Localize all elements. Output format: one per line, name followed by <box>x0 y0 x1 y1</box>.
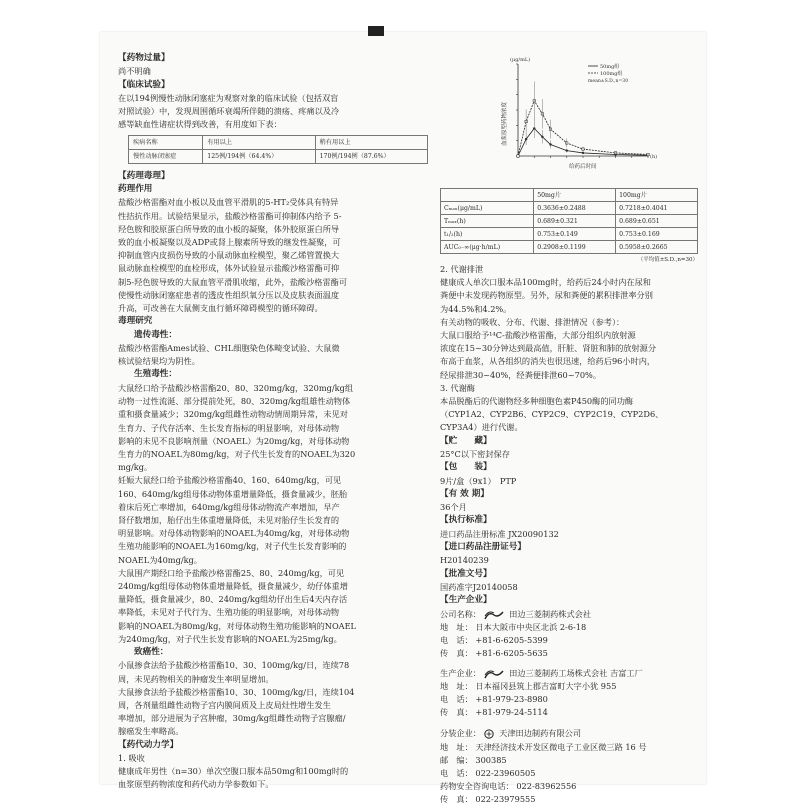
text-line: 致的血小板凝聚以及ADP或肾上腺素所导致的继发性凝聚，可 <box>118 237 341 248</box>
y-axis-label: 血浆原型药物浓度 <box>502 101 508 146</box>
text-line: 抑制血管内皮损伤导致的小鼠动脉血栓模型，聚乙烯管置换大 <box>118 250 340 261</box>
perinatal-tox-text <box>118 567 436 646</box>
genotox-heading: 遗传毒性： <box>134 329 177 340</box>
company-label: 公司名称： <box>440 608 481 619</box>
storage-heading: 【贮 藏】 <box>440 435 492 446</box>
text-line: 鼠动脉血栓模型的血栓形成，体外试验显示盐酸沙格雷酯可抑 <box>118 263 340 274</box>
phone-label: 电 话： <box>440 767 473 778</box>
zip-label: 邮 编： <box>440 754 473 765</box>
carcinogenicity-heading: 致癌性： <box>134 646 169 657</box>
text-line: 妊娠大鼠经口给予盐酸沙格雷酯40、160、640mg/kg，可见 <box>118 475 342 486</box>
fax-value: +81-979-24-5114 <box>475 707 548 718</box>
text-line: 周，各剂量组雌性动物子宫内膜间质及上皮局灶性增生发生 <box>118 699 331 710</box>
table-cell: 0.753±0.169 <box>616 228 698 241</box>
text-line: 为240mg/kg，对子代生长发育影响的NOAEL为25mg/kg。 <box>118 633 342 644</box>
company-row <box>440 608 702 621</box>
table-cell: Tₘₐₓ(h) <box>441 215 534 228</box>
efficacy-table <box>128 135 428 164</box>
text-line: 羟色胺和胶原蛋白所导致的血小板的凝聚，体外胶原蛋白所导 <box>118 223 340 234</box>
address-value: 日本福冈县筑上郡吉富町大字小犹 955 <box>475 680 617 691</box>
table-cell: AUC₀₋∞(μg·h/mL) <box>441 241 534 254</box>
clinical-trial-text <box>118 92 436 132</box>
efficacy-table-row <box>129 149 428 163</box>
text-line: 动物一过性流涎、部分提前处死，80、320mg/kg组雄性动物体 <box>118 396 351 407</box>
fax-value: 022-23979555 <box>475 794 536 805</box>
pk-table-row <box>441 215 698 228</box>
fax-value: +81-6-6205-5635 <box>475 648 548 659</box>
right-column <box>440 52 702 807</box>
table-cell: 有用以上 <box>203 135 315 149</box>
carcinogenicity-text <box>118 659 436 738</box>
manufacturer-heading: 【生产企业】 <box>440 595 492 606</box>
pregnancy-tox-text <box>118 474 436 566</box>
text-line: 盐酸沙格雷酯Ames试验、CHL细胞染色体畸变试验、大鼠微 <box>118 343 340 354</box>
table-cell <box>441 189 534 202</box>
text-line: 大鼠经口给予盐酸沙格雷酯20、80、320mg/kg，320mg/kg组 <box>118 382 354 393</box>
text-line: 量降低，摄食量减少，80、240mg/kg组幼仔出生后4天内存活 <box>118 594 348 605</box>
text-line: 对照试验）中，发现周围循环衰竭所伴随的溃疡、疼痛以及冷 <box>118 106 340 117</box>
import-license-heading: 【进口药品注册证号】 <box>440 542 526 553</box>
fax-label: 传 真： <box>440 707 473 718</box>
repro-tox-heading: 生殖毒性： <box>134 369 177 380</box>
address-row <box>440 741 702 754</box>
genotox-text <box>118 342 436 368</box>
table-cell: 0.2908±0.1199 <box>534 241 616 254</box>
text-line: 核试验结果均为阴性。 <box>118 356 200 367</box>
text-line: （CYP1A2、CYP2B6、CYP2C9、CYP2C19、CYP2D6、 <box>440 409 664 420</box>
x-axis-label: 给药后时间 <box>569 164 597 170</box>
text-line: 率降低，未见对子代行为、生殖功能的明显影响，对母体动物 <box>118 607 340 618</box>
storage-text: 25°C以下密封保存 <box>440 449 510 460</box>
text-line: 影响的未见不良影响剂量（NOAEL）为20mg/kg，对母体动物 <box>118 435 350 446</box>
repro-tox-text <box>118 382 436 474</box>
hotline-row <box>440 780 702 793</box>
table-cell: 0.753±0.149 <box>534 228 616 241</box>
text-line: 生殖功能影响的NOAEL为160mg/kg，对子代生长发育影响的 <box>118 541 347 552</box>
packager-name: 天津田边制药有限公司 <box>499 728 582 739</box>
fax-label: 传 真： <box>440 648 473 659</box>
mitsubishi-tanabe-logo <box>484 610 504 620</box>
import-license-text: H20140239 <box>440 555 489 566</box>
metabolism-excretion-text <box>440 263 702 435</box>
hotline-value: 022-83962556 <box>516 781 577 792</box>
overdose-heading: 【药物过量】 <box>118 53 170 63</box>
table-cell: 0.5958±0.2665 <box>616 241 698 254</box>
text-line: 性拮抗作用。试验结果显示，盐酸沙格雷酯可抑制体内给予 5- <box>118 210 342 221</box>
legend-note: mean±S.D.,n=30 <box>588 79 629 84</box>
text-line: mg/kg。 <box>118 462 153 473</box>
text-line: 着床后死亡率增加，640mg/kg组母体动物流产率增加，早产 <box>118 501 340 512</box>
text-line: 率增加，部分进展为子宫肿瘤，30mg/kg组雌性动物子宫腺瘤/ <box>118 713 346 724</box>
legend-label: 50mg组 <box>600 64 620 70</box>
pk-table-row <box>441 241 698 254</box>
text-line: 腺癌发生率略高。 <box>118 726 184 737</box>
fax-row <box>440 706 702 719</box>
table-cell: 50mg片 <box>534 189 616 202</box>
pk-chart-svg <box>440 52 698 184</box>
toxicology-heading: 毒理研究 <box>118 316 153 327</box>
plant-row <box>440 667 702 680</box>
mitsubishi-tanabe-logo <box>484 669 504 679</box>
text-line: 使慢性动脉闭塞症患者的透皮性组织氧分压以及皮肤表面温度 <box>118 289 340 300</box>
x-unit: (h) <box>650 154 658 160</box>
pk-table-row <box>441 228 698 241</box>
text-line: NOAEL为40mg/kg。 <box>118 554 202 565</box>
table-cell: 稍有用以上 <box>315 135 427 149</box>
text-line: 血浆原型药物浓度和药代动力学参数如下。 <box>118 779 274 790</box>
table-cell: 100mg片 <box>616 189 698 202</box>
packager-row <box>440 727 702 740</box>
text-line: 健康成人单次口服本品100mg时，给药后24小时内在尿和 <box>440 277 651 288</box>
address-value: 天津经济技术开发区微电子工业区微三路 16 号 <box>475 741 647 752</box>
table-cell: t₁/₂(h) <box>441 228 534 241</box>
address-row <box>440 680 702 693</box>
table-cell: 0.7218±0.4041 <box>616 202 698 215</box>
table-cell: 125例/194例（64.4%） <box>203 149 315 163</box>
table-cell: 0.689±0.321 <box>534 215 616 228</box>
text-line: 浓度在15~30分钟达到最高值，肝脏、肾脏和肺的放射源分 <box>440 343 657 354</box>
phone-row <box>440 693 702 706</box>
address-label: 地 址： <box>440 741 473 752</box>
plant-label: 生产企业： <box>440 667 481 678</box>
text-line: 3. 代谢酶 <box>440 382 475 393</box>
phone-label: 电 话： <box>440 635 473 646</box>
text-line: 感等缺血性诸症状得到改善，有用度如下表： <box>118 119 282 130</box>
text-line: 重和摄食量减少；320mg/kg组雌性动物动情周期异常，未见对 <box>118 409 348 420</box>
pk-table-row <box>441 202 698 215</box>
standard-heading: 【执行标准】 <box>440 515 492 526</box>
text-line: 为44.5%和4.2%。 <box>440 303 512 314</box>
table-cell: 0.3636±0.2488 <box>534 202 616 215</box>
binding-mark <box>368 26 384 36</box>
text-line: 生育力、子代存活率、生长发育指标的明显影响，对母体动物 <box>118 422 340 433</box>
text-line: 影响的NOAEL为80mg/kg，对母体动物生殖功能影响的NOAEL <box>118 620 356 631</box>
hotline-label: 药物安全咨询电话： <box>440 781 514 792</box>
efficacy-table-header <box>129 135 428 149</box>
fax-row <box>440 647 702 660</box>
phone-value: 022-23960505 <box>475 767 536 778</box>
text-line: 240mg/kg组母体动物体重增量降低，摄食量减少，幼仔体重增 <box>118 580 348 591</box>
expiry-text: 36个月 <box>440 502 467 513</box>
packager-label: 分装企业： <box>440 728 481 739</box>
package-text: 9片/盒（9x1） PTP <box>440 475 517 486</box>
tanabe-tianjin-logo <box>484 729 494 739</box>
absorption-text <box>118 765 436 791</box>
text-line: CYP3A4）进行代谢。 <box>440 422 523 433</box>
approval-text: 国药准字J20140058 <box>440 582 518 593</box>
text-line: 经尿排泄30~40%，经粪便排泄60~70%。 <box>440 369 602 380</box>
left-column <box>118 52 436 792</box>
pk-table <box>440 188 698 254</box>
phone-value: +81-979-23-8980 <box>475 693 548 704</box>
text-line: 明显影响。对母体动物影响的NOAEL为40mg/kg，对母体动物 <box>118 528 350 539</box>
data-point <box>517 155 519 157</box>
text-line: 有关动物的吸收、分布、代谢、排泄情况（参考）： <box>440 316 625 327</box>
text-line: 在以194例慢性动脉闭塞症为观察对象的临床试验（包括双盲 <box>118 93 339 104</box>
table-cell: 疾病名称 <box>129 135 203 149</box>
text-line: 制5-羟色胺导致的大鼠血管平滑肌收缩，此外，盐酸沙格雷酯可 <box>118 276 348 287</box>
overdose-text: 尚不明确 <box>118 66 151 77</box>
pk-table-header <box>441 189 698 202</box>
zip-row <box>440 754 702 767</box>
plant-name: 田边三菱制药工场株式会社 吉富工厂 <box>509 667 643 678</box>
expiry-heading: 【有 效 期】 <box>440 488 489 499</box>
text-line: 本品脱酯后的代谢物经多种细胞色素P450酶的同功酶 <box>440 396 634 407</box>
text-line: 健康成年男性（n=30）单次空腹口服本品50mg和100mg时的 <box>118 766 349 777</box>
table-cell: 170例/194例（87.6%） <box>315 149 427 163</box>
text-line: 小鼠掺食法给予盐酸沙格雷酯10、30、100mg/kg/日，连续78 <box>118 660 350 671</box>
table-cell: Cₘₐₓ(μg/mL) <box>441 202 534 215</box>
legend-label: 100mg组 <box>600 71 623 77</box>
text-line: 大鼠口服给予¹⁴C-盐酸沙格雷酯，大部分组织内放射源 <box>440 330 636 341</box>
pharmacology-heading: 药理作用 <box>118 184 153 195</box>
y-unit: (μg/mL) <box>510 57 531 63</box>
pk-chart <box>440 52 698 184</box>
text-line: 2. 代谢排泄 <box>440 264 484 274</box>
package-heading: 【包 装】 <box>440 462 492 473</box>
phone-row <box>440 634 702 647</box>
table-cell: 0.689±0.651 <box>616 215 698 228</box>
pharmacology-text <box>118 196 436 315</box>
phone-label: 电 话： <box>440 693 473 704</box>
table-cell: 慢性动脉闭塞症 <box>129 149 203 163</box>
phone-value: +81-6-6205-5399 <box>475 635 548 646</box>
absorption-heading: 1. 吸收 <box>118 752 145 763</box>
text-line: 大鼠围产期经口给予盐酸沙格雷酯25、80、240mg/kg，可见 <box>118 567 345 578</box>
address-row <box>440 621 702 634</box>
phone-row <box>440 767 702 780</box>
pk-table-note: （平均值±S.D.,n=30） <box>637 257 698 263</box>
zip-value: 300385 <box>475 754 507 765</box>
address-value: 日本大阪市中央区北浜 2-6-18 <box>475 621 587 632</box>
text-line: 粪便中未发现药物原型。另外，尿和粪便的累积排泄率分别 <box>440 290 653 301</box>
text-line: 生育力的NOAEL为80mg/kg，对子代生长发育的NOAEL为320 <box>118 448 356 459</box>
address-label: 地 址： <box>440 680 473 691</box>
company-name: 田边三菱制药株式会社 <box>509 608 592 619</box>
address-label: 地 址： <box>440 621 473 632</box>
fax-label: 传 真： <box>440 794 473 805</box>
text-line: 布高于血浆，从各组织的消失也很迅速，给药后96小时内， <box>440 356 656 367</box>
text-line: 盐酸沙格雷酯对血小板以及血管平滑肌的5-HT₂受体具有特异 <box>118 197 339 208</box>
pk-heading: 【药代动力学】 <box>118 739 179 750</box>
pharm-tox-heading: 【药理毒理】 <box>118 170 170 181</box>
text-line: 升高，可改善在大鼠侧支血行循环障碍模型的循环障碍。 <box>118 303 323 314</box>
text-line: 160、640mg/kg组母体动物体重增量降低，摄食量减少，胚胎 <box>118 488 348 499</box>
text-line: 周，未见药物相关的肿瘤发生率明显增加。 <box>118 673 274 684</box>
text-line: 肾仔数增加，胎仔出生体重增量降低，未见对胎仔生长发育的 <box>118 514 340 525</box>
approval-heading: 【批准文号】 <box>440 568 492 579</box>
clinical-trial-heading: 【临床试验】 <box>118 79 170 90</box>
text-line: 大鼠掺食法给予盐酸沙格雷酯10、30、100mg/kg/日，连续104 <box>118 686 355 697</box>
standard-text: 进口药品注册标准 JX20090132 <box>440 528 559 539</box>
